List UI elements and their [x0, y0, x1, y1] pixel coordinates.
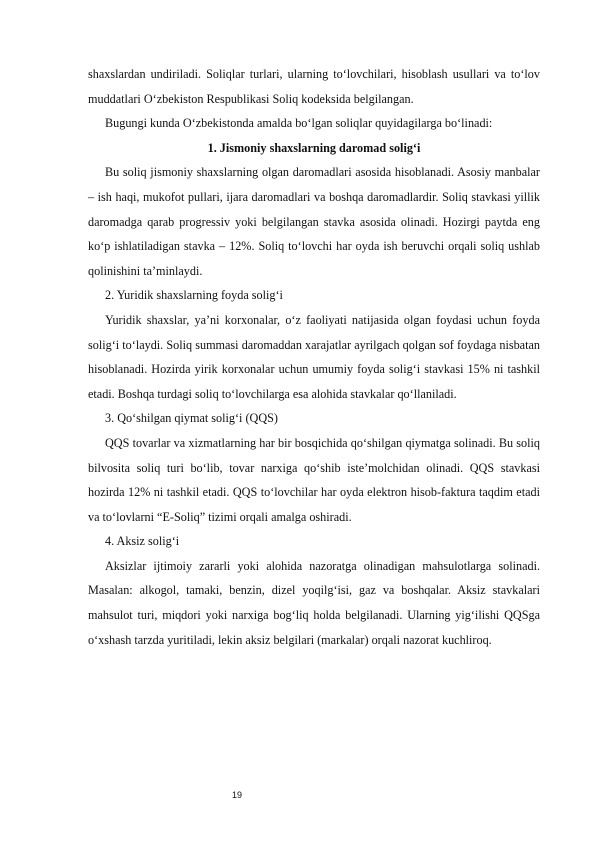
paragraph-income-tax: Bu soliq jismoniy shaxslarning olgan daromadlari asosida hisoblanadi. Asosiy manbalar – ish haqi, mukofot pullari, ijara daromadlari va boshqa daromadlardir. Soliq stavkasi yillik daromadga qarab progressiv yoki belgilangan stavka asosida olinadi. Hozirgi paytda eng ko‘p ishlatiladigan stavka – 12%. Soliq to‘lovchi har oyda ish beruvchi orqali soliq ushlab qolinishini ta’minlaydi. — [88, 165, 540, 278]
section-heading-2: 2. Yuridik shaxslarning foyda solig‘i — [105, 288, 283, 303]
page-number: 19 — [232, 790, 243, 800]
section-heading-1: 1. Jismoniy shaxslarning daromad solig‘i — [207, 140, 421, 155]
paragraph-continuation: shaxslardan undiriladi. Soliqlar turlari, ularning to‘lovchilari, hisoblash usullari va to‘lov muddatlari O‘zbekiston Respublikasi Soliq kodeksida belgilangan. — [88, 67, 540, 106]
section-heading-4: 4. Aksiz solig‘i — [105, 534, 180, 549]
section-heading-3: 3. Qo‘shilgan qiymat solig‘i (QQS) — [105, 411, 278, 426]
paragraph-profit-tax: Yuridik shaxslar, ya’ni korxonalar, o‘z faoliyati natijasida olgan foydasi uchun foyda solig‘i to‘laydi. Soliq summasi daromaddan xarajatlar ayrilgach qolgan sof foydaga nisbatan hisoblanadi. Hozirda yirik korxonalar uchun umumiy foyda solig‘i stavkasi 15% ni tashkil etadi. Boshqa turdagi soliq to‘lovchilarga esa alohida stavkalar qo‘llaniladi. — [88, 312, 540, 401]
paragraph-intro: Bugungi kunda O‘zbekistonda amalda bo‘lgan soliqlar quyidagilarga bo‘linadi: — [105, 116, 493, 131]
paragraph-vat: QQS tovarlar va xizmatlarning har bir bosqichida qo‘shilgan qiymatga solinadi. Bu soliq bilvosita soliq turi bo‘lib, tovar narxiga qo‘shib iste’molchidan olinadi. QQS stavkasi hozirda 12% ni tashkil etadi. QQS to‘lovchilar har oyda elektron hisob-faktura taqdim etadi va to‘lovlarni “E-Soliq” tizimi orqali amalga oshiradi. — [88, 435, 540, 524]
document-body — [88, 62, 540, 652]
paragraph-excise: Aksizlar ijtimoiy zararli yoki alohida nazoratga olinadigan mahsulotlarga solinadi. Masalan: alkogol, tamaki, benzin, dizel yoqilg‘isi, gaz va boshqalar. Aksiz stavkalari mahsulot turi, miqdori yoki narxiga bog‘liq holda belgilanadi. Ularning yig‘ilishi QQSga o‘xshash tarzda yuritiladi, lekin aksiz belgilari (markalar) orqali nazorat kuchliroq. — [88, 558, 540, 647]
